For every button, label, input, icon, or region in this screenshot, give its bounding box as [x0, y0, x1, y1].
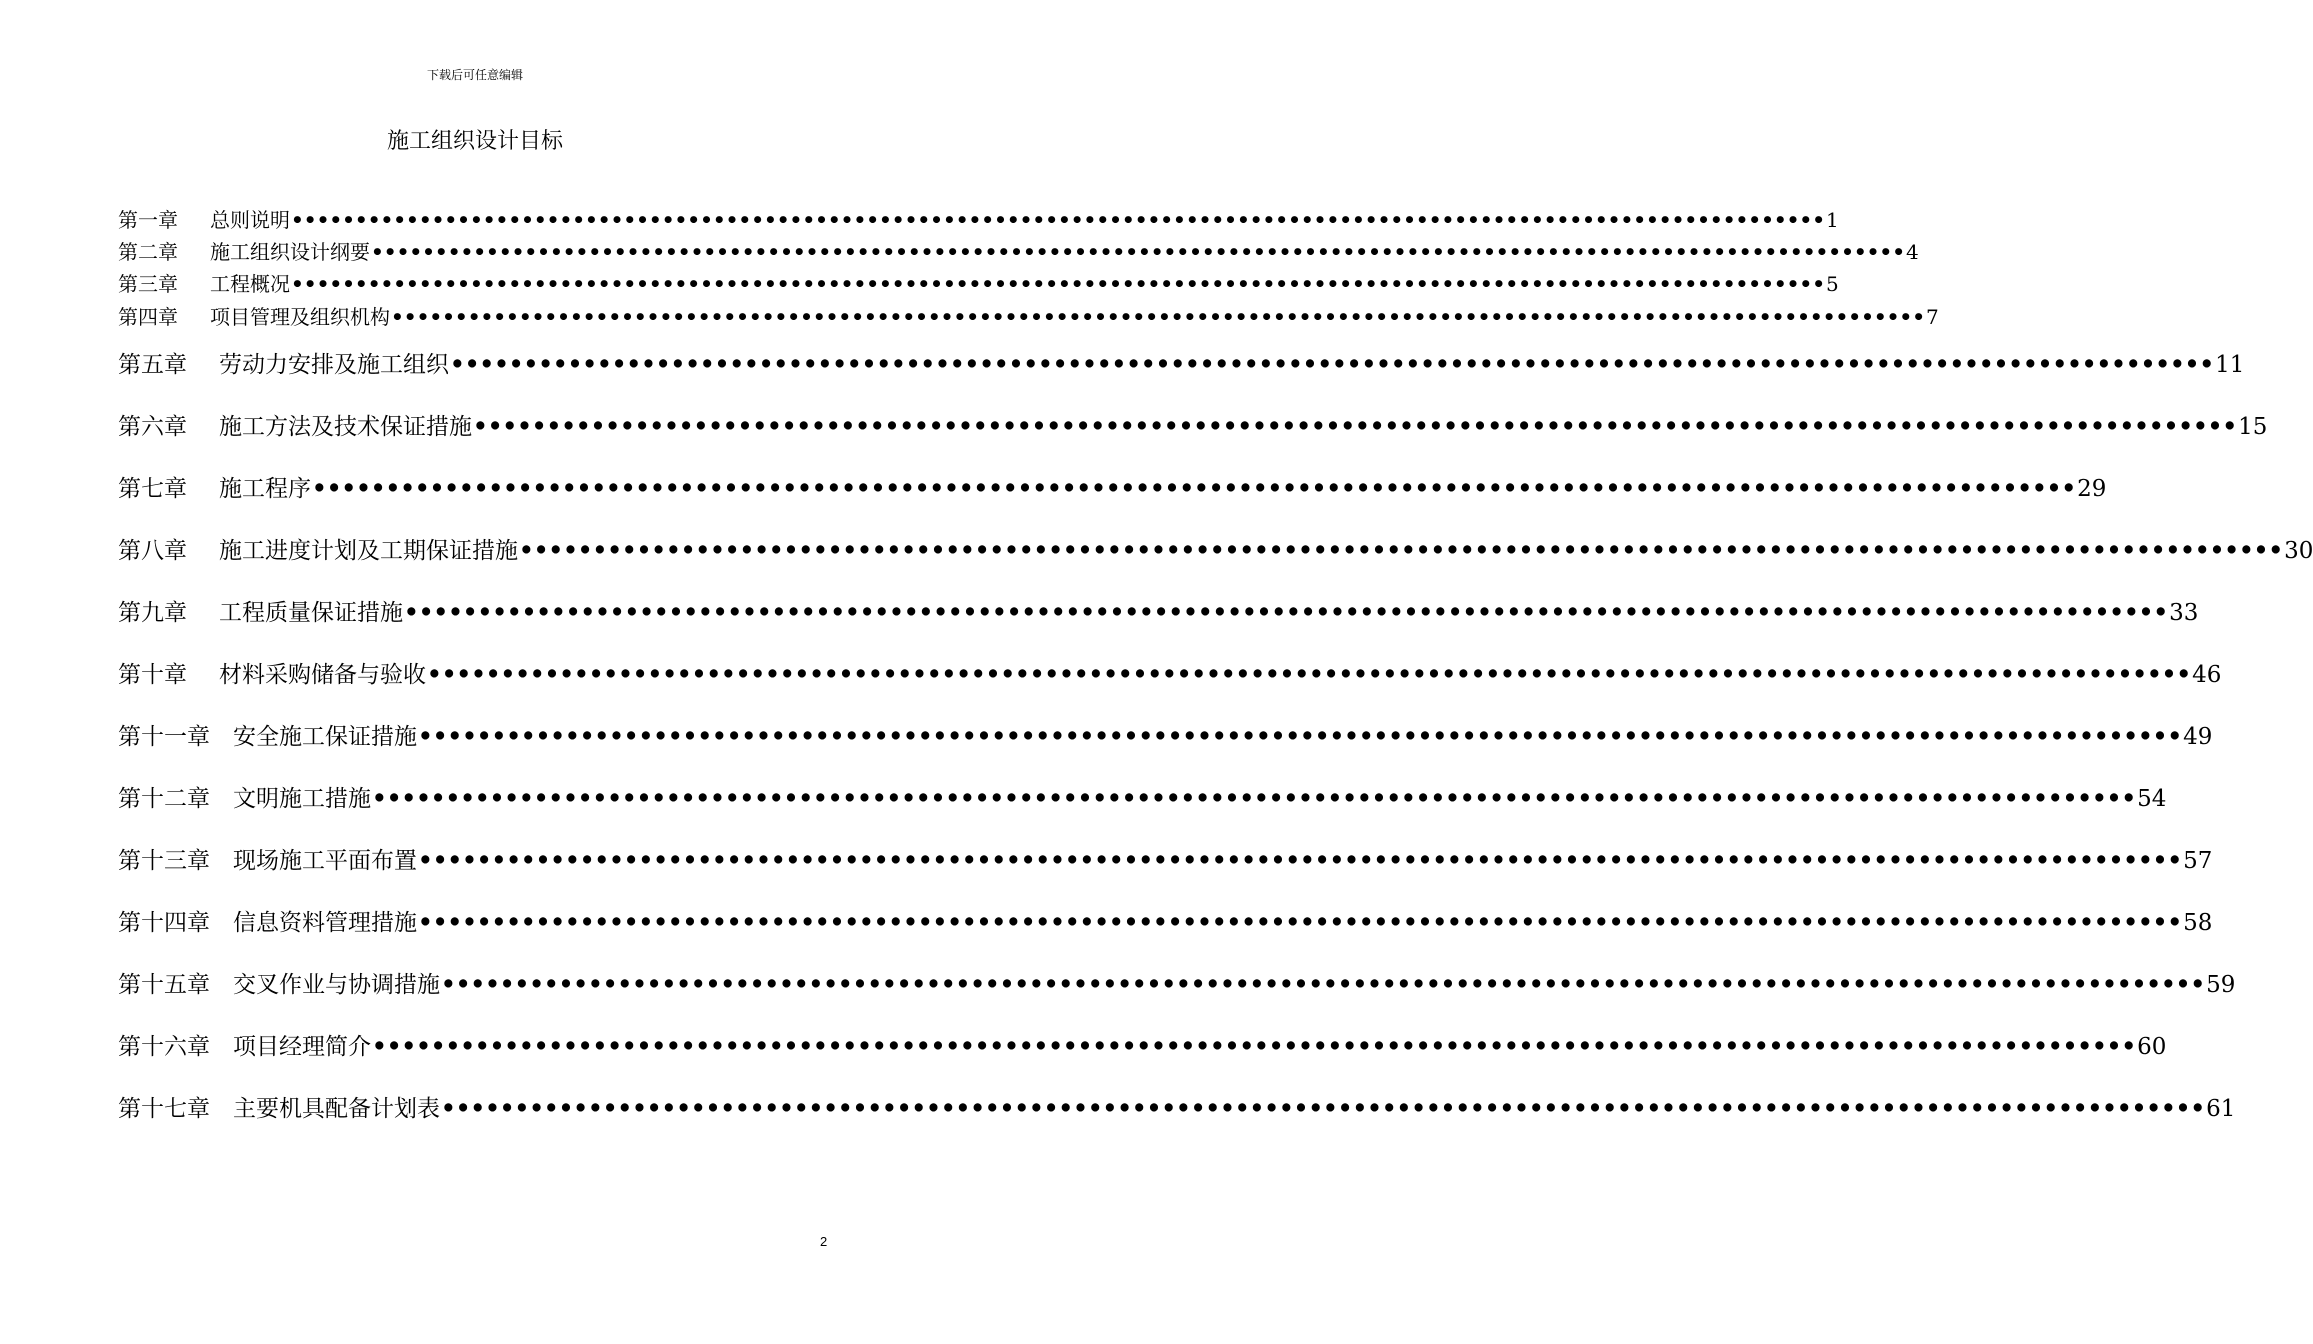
toc-leader: ••••••••••••••••••••••••••••••••••••••••••••••••••••••••••••••••••••••••••••••••••••••••••••••••••••••••••••••••••••••••	[372, 1033, 2137, 1060]
toc-chapter: 第十五章	[118, 972, 210, 998]
toc-leader: ••••••••••••••••••••••••••••••••••••••••••••••••••••••••••••••••••••••••••••••••••••••••••••••••••••••••••••••••••••••••	[291, 272, 1825, 296]
toc-leader: ••••••••••••••••••••••••••••••••••••••••••••••••••••••••••••••••••••••••••••••••••••••••••••••••••••••••••••••••••••••••	[441, 971, 2206, 998]
toc-entry[interactable]	[118, 346, 2245, 382]
toc-chapter: 第八章	[118, 538, 187, 564]
toc-page: 4	[1905, 240, 1919, 264]
toc-title: 劳动力安排及施工组织	[219, 352, 449, 378]
toc-title: 施工进度计划及工期保证措施	[219, 538, 518, 564]
toc-entry[interactable]	[118, 1028, 2167, 1064]
toc-chapter: 第三章	[118, 272, 178, 296]
toc-page: 30	[2284, 538, 2313, 564]
toc-title: 项目管理及组织机构	[210, 305, 390, 329]
toc-page: 29	[2077, 476, 2107, 502]
toc-title: 工程质量保证措施	[219, 600, 403, 626]
toc-title: 施工程序	[219, 476, 311, 502]
toc-title: 安全施工保证措施	[233, 724, 417, 750]
toc-entry[interactable]	[118, 904, 2213, 940]
toc-leader: ••••••••••••••••••••••••••••••••••••••••••••••••••••••••••••••••••••••••••••••••••••••••••••••••••••••••••••••••••••••••	[418, 847, 2183, 874]
toc-chapter: 第十七章	[118, 1096, 210, 1122]
toc-leader: ••••••••••••••••••••••••••••••••••••••••••••••••••••••••••••••••••••••••••••••••••••••••••••••••••••••••••••••••••••••••	[312, 475, 2077, 502]
toc-page: 11	[2215, 352, 2245, 378]
toc-leader: ••••••••••••••••••••••••••••••••••••••••••••••••••••••••••••••••••••••••••••••••••••••••••••••••••••••••••••••••••••••••	[418, 909, 2183, 936]
toc-page: 57	[2183, 848, 2213, 874]
toc-chapter: 第六章	[118, 414, 187, 440]
toc-title: 施工方法及技术保证措施	[219, 414, 472, 440]
toc-page: 1	[1825, 208, 1839, 232]
toc-page: 54	[2137, 786, 2167, 812]
toc-entry[interactable]	[118, 408, 2268, 444]
toc-chapter: 第十一章	[118, 724, 210, 750]
toc-entry[interactable]	[118, 966, 2236, 1002]
toc-entry[interactable]	[118, 718, 2213, 754]
toc-leader: ••••••••••••••••••••••••••••••••••••••••••••••••••••••••••••••••••••••••••••••••••••••••••••••••••••••••••••••••••••••••	[427, 661, 2192, 688]
toc-title: 现场施工平面布置	[233, 848, 417, 874]
toc-chapter: 第五章	[118, 352, 187, 378]
toc-title: 信息资料管理措施	[233, 910, 417, 936]
toc-page: 5	[1825, 272, 1839, 296]
toc-title: 材料采购储备与验收	[219, 662, 426, 688]
toc-leader: ••••••••••••••••••••••••••••••••••••••••••••••••••••••••••••••••••••••••••••••••••••••••••••••••••••••••••••••••••••••••	[450, 351, 2215, 378]
toc-page: 15	[2238, 414, 2268, 440]
toc-page: 61	[2206, 1096, 2236, 1122]
toc-chapter: 第七章	[118, 476, 187, 502]
toc-chapter: 第一章	[118, 208, 178, 232]
toc-page: 49	[2183, 724, 2213, 750]
toc-title: 总则说明	[210, 208, 290, 232]
toc-leader: ••••••••••••••••••••••••••••••••••••••••••••••••••••••••••••••••••••••••••••••••••••••••••••••••••••••••••••••••••••••••	[291, 208, 1825, 232]
toc-entry[interactable]	[118, 204, 1839, 236]
toc-entry[interactable]	[118, 532, 2313, 568]
toc-leader: ••••••••••••••••••••••••••••••••••••••••••••••••••••••••••••••••••••••••••••••••••••••••••••••••••••••••••••••••••••••••	[404, 599, 2169, 626]
toc-title: 交叉作业与协调措施	[233, 972, 440, 998]
toc-title: 主要机具配备计划表	[233, 1096, 440, 1122]
toc-title: 项目经理简介	[233, 1034, 371, 1060]
toc-entry[interactable]	[118, 1090, 2236, 1126]
toc-chapter: 第二章	[118, 240, 178, 264]
toc-chapter: 第九章	[118, 600, 187, 626]
toc-entry[interactable]	[118, 842, 2213, 878]
toc-entry[interactable]	[118, 656, 2222, 692]
toc-leader: ••••••••••••••••••••••••••••••••••••••••••••••••••••••••••••••••••••••••••••••••••••••••••••••••••••••••••••••••••••••••	[473, 413, 2238, 440]
toc-page: 46	[2192, 662, 2222, 688]
toc-leader: ••••••••••••••••••••••••••••••••••••••••••••••••••••••••••••••••••••••••••••••••••••••••••••••••••••••••••••••••••••••••	[418, 723, 2183, 750]
toc-chapter: 第十章	[118, 662, 187, 688]
toc-entry[interactable]	[118, 470, 2107, 506]
toc-page: 33	[2169, 600, 2199, 626]
toc-page: 58	[2183, 910, 2213, 936]
toc-page: 7	[1925, 305, 1939, 329]
toc-entry[interactable]	[118, 268, 1839, 300]
header-note: 下载后可任意编辑	[426, 68, 523, 82]
toc-entry[interactable]	[118, 236, 1919, 268]
toc-entry[interactable]	[118, 780, 2167, 816]
page-number: 2	[820, 1234, 828, 1249]
toc-chapter: 第四章	[118, 305, 178, 329]
page-title: 施工组织设计目标	[386, 129, 563, 154]
toc-chapter: 第十四章	[118, 910, 210, 936]
toc-page: 60	[2137, 1034, 2167, 1060]
toc-entry[interactable]	[118, 301, 1939, 333]
toc-leader: ••••••••••••••••••••••••••••••••••••••••••••••••••••••••••••••••••••••••••••••••••••••••••••••••••••••••••••••••••••••••	[391, 305, 1925, 329]
toc-leader: ••••••••••••••••••••••••••••••••••••••••••••••••••••••••••••••••••••••••••••••••••••••••••••••••••••••••••••••••••••••••	[441, 1095, 2206, 1122]
toc-leader: ••••••••••••••••••••••••••••••••••••••••••••••••••••••••••••••••••••••••••••••••••••••••••••••••••••••••••••••••••••••••	[372, 785, 2137, 812]
toc-entry[interactable]	[118, 594, 2199, 630]
toc-title: 施工组织设计纲要	[210, 240, 370, 264]
toc-title: 文明施工措施	[233, 786, 371, 812]
toc-leader: ••••••••••••••••••••••••••••••••••••••••••••••••••••••••••••••••••••••••••••••••••••••••••••••••••••••••••••••••••••••••	[519, 537, 2284, 564]
toc-chapter: 第十二章	[118, 786, 210, 812]
toc-page: 59	[2206, 972, 2236, 998]
toc-leader: ••••••••••••••••••••••••••••••••••••••••••••••••••••••••••••••••••••••••••••••••••••••••••••••••••••••••••••••••••••••••	[371, 240, 1905, 264]
toc-title: 工程概况	[210, 272, 290, 296]
toc-chapter: 第十三章	[118, 848, 210, 874]
toc-chapter: 第十六章	[118, 1034, 210, 1060]
